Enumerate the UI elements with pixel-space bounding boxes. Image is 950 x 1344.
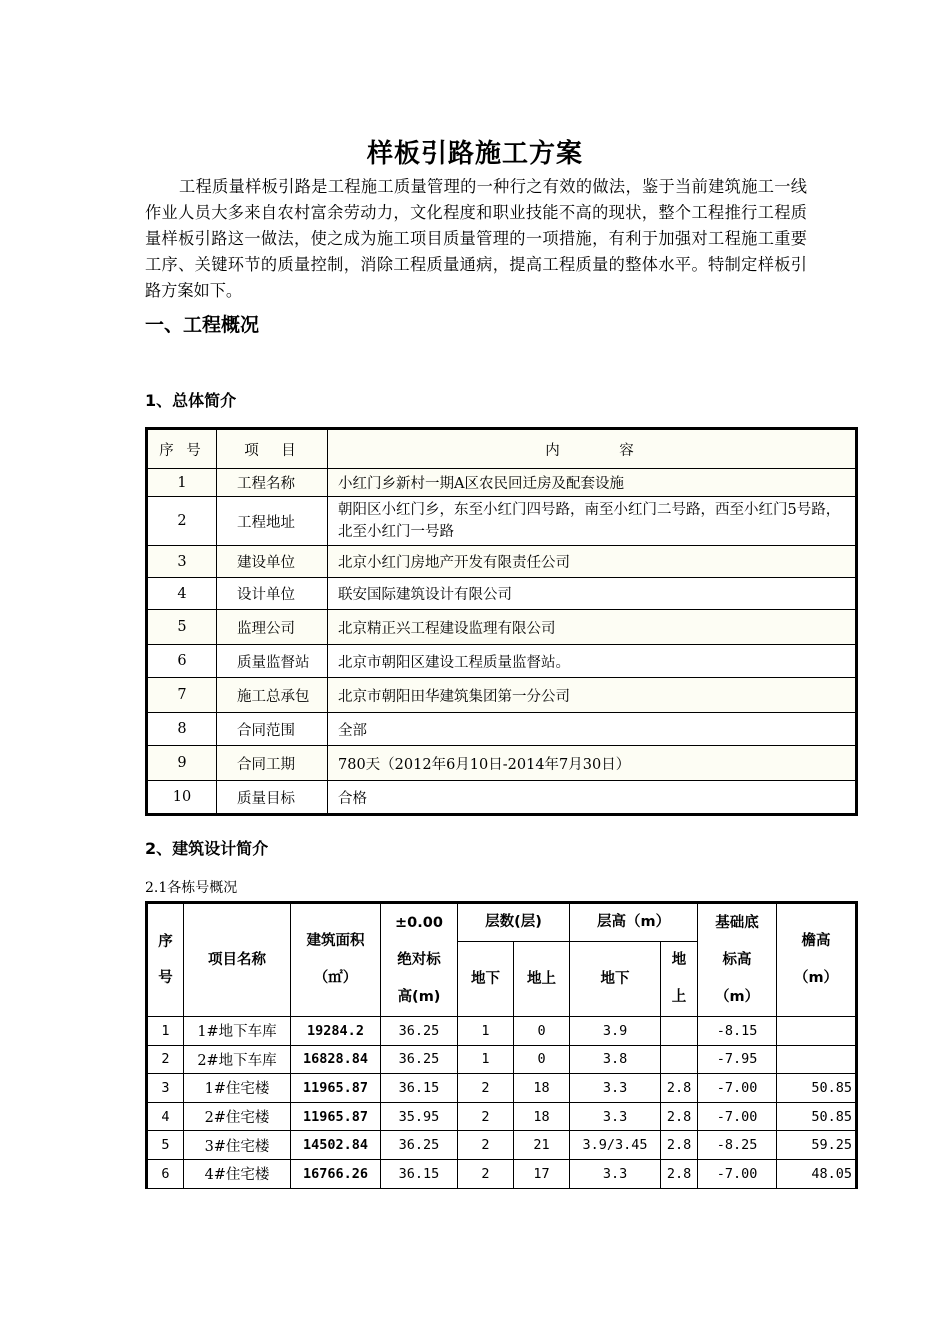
item-label: 工程名称 (217, 469, 328, 497)
cell-floors-below: 2 (458, 1159, 514, 1188)
table-row (147, 497, 857, 546)
item-value: 合格 (328, 781, 857, 815)
table-row (147, 781, 857, 815)
table-row (147, 645, 857, 678)
cell-height-below: 3.3 (570, 1074, 661, 1103)
col-base-header: 基础底 标高 （m） (698, 903, 777, 1017)
item-label: 建设单位 (217, 546, 328, 578)
col-floors-header: 层数(层) (458, 903, 570, 942)
item-value: 北京市朝阳田华建筑集团第一分公司 (328, 678, 857, 713)
table-row (147, 1159, 857, 1188)
col-floors-above-header: 地上 (514, 942, 570, 1017)
cell-name: 1#住宅楼 (184, 1074, 291, 1103)
cell-seq: 5 (147, 1131, 184, 1160)
overview-header-cell: 序 号 (147, 429, 217, 469)
cell-elev: 36.25 (381, 1045, 458, 1074)
cell-height-below: 3.8 (570, 1045, 661, 1074)
row-number: 8 (147, 713, 217, 746)
item-label: 工程地址 (217, 497, 328, 546)
document-title: 样板引路施工方案 (366, 139, 583, 169)
table-row (147, 578, 857, 610)
cell-seq: 4 (147, 1102, 184, 1131)
cell-base: -7.00 (698, 1074, 777, 1103)
cell-name: 3#住宅楼 (184, 1131, 291, 1160)
cell-name: 4#住宅楼 (184, 1159, 291, 1188)
cell-height-above (661, 1017, 698, 1046)
cell-floors-below: 2 (458, 1102, 514, 1131)
cell-eave: 59.25 (777, 1131, 857, 1160)
row-number: 2 (147, 497, 217, 546)
overview-header-cell: 项 目 (217, 429, 328, 469)
col-height-below-header: 地下 (570, 942, 661, 1017)
cell-floors-below: 2 (458, 1074, 514, 1103)
cell-base: -8.15 (698, 1017, 777, 1046)
cell-height-below: 3.9 (570, 1017, 661, 1046)
cell-area: 11965.87 (291, 1102, 381, 1131)
subheading-general: 1、总体简介 (145, 391, 237, 410)
table-row (147, 546, 857, 578)
cell-area: 16828.84 (291, 1045, 381, 1074)
cell-eave: 50.85 (777, 1102, 857, 1131)
cell-floors-below: 1 (458, 1045, 514, 1074)
cell-area: 19284.2 (291, 1017, 381, 1046)
item-value: 朝阳区小红门乡，东至小红门四号路，南至小红门二号路，西至小红门5号路，北至小红门一号路 (328, 497, 857, 546)
cell-floors-above: 18 (514, 1074, 570, 1103)
overview-header-row (147, 429, 857, 469)
row-number: 6 (147, 645, 217, 678)
row-number: 9 (147, 746, 217, 781)
item-value: 全部 (328, 713, 857, 746)
cell-elev: 36.25 (381, 1017, 458, 1046)
cell-height-below: 3.9/3.45 (570, 1131, 661, 1160)
item-label: 合同工期 (217, 746, 328, 781)
cell-eave (777, 1017, 857, 1046)
row-number: 4 (147, 578, 217, 610)
cell-seq: 2 (147, 1045, 184, 1074)
item-value: 北京精正兴工程建设监理有限公司 (328, 610, 857, 645)
table-row (147, 469, 857, 497)
item-value: 小红门乡新村一期A区农民回迁房及配套设施 (328, 469, 857, 497)
table-row (147, 1074, 857, 1103)
col-height-above-header: 地 上 (661, 942, 698, 1017)
buildings-table (145, 901, 858, 1189)
cell-base: -7.95 (698, 1045, 777, 1074)
row-number: 10 (147, 781, 217, 815)
cell-name: 2#住宅楼 (184, 1102, 291, 1131)
col-name-header: 项目名称 (184, 903, 291, 1017)
col-height-header: 层高（m） (570, 903, 698, 942)
cell-elev: 35.95 (381, 1102, 458, 1131)
table-row (147, 713, 857, 746)
item-value: 780天（2012年6月10日-2014年7月30日） (328, 746, 857, 781)
cell-base: -7.00 (698, 1159, 777, 1188)
section-heading-overview: 一、工程概况 (145, 314, 260, 336)
cell-eave: 48.05 (777, 1159, 857, 1188)
col-area-header: 建筑面积 （㎡） (291, 903, 381, 1017)
cell-floors-above: 17 (514, 1159, 570, 1188)
cell-elev: 36.15 (381, 1074, 458, 1103)
cell-height-below: 3.3 (570, 1159, 661, 1188)
item-label: 设计单位 (217, 578, 328, 610)
item-value: 北京小红门房地产开发有限责任公司 (328, 546, 857, 578)
cell-name: 2#地下车库 (184, 1045, 291, 1074)
cell-floors-above: 0 (514, 1045, 570, 1074)
intro-paragraph: 工程质量样板引路是工程施工质量管理的一种行之有效的做法，鉴于当前建筑施工一线作业人员大多来自农村富余劳动力，文化程度和职业技能不高的现状，整个工程推行工程质量样板引路这一做法，使之成为施工项目质量管理的一项措施，有利于加强对工程施工重要工序、关键环节的质量控制，消除工程质量通病，提高工程质量的整体水平。特制定样板引路方案如下。 (145, 177, 807, 300)
cell-area: 16766.26 (291, 1159, 381, 1188)
cell-elev: 36.15 (381, 1159, 458, 1188)
item-value: 北京市朝阳区建设工程质量监督站。 (328, 645, 857, 678)
item-value: 联安国际建筑设计有限公司 (328, 578, 857, 610)
cell-eave: 50.85 (777, 1074, 857, 1103)
row-number: 5 (147, 610, 217, 645)
row-number: 7 (147, 678, 217, 713)
cell-floors-below: 1 (458, 1017, 514, 1046)
table-row (147, 746, 857, 781)
cell-height-above: 2.8 (661, 1159, 698, 1188)
col-elev-header: ±0.00 绝对标 高(m) (381, 903, 458, 1017)
table-caption: 2.1各栋号概况 (145, 880, 238, 896)
cell-name: 1#地下车库 (184, 1017, 291, 1046)
cell-floors-above: 0 (514, 1017, 570, 1046)
cell-elev: 36.25 (381, 1131, 458, 1160)
overview-table (145, 427, 858, 816)
cell-height-above (661, 1045, 698, 1074)
table-row (147, 678, 857, 713)
item-label: 质量监督站 (217, 645, 328, 678)
row-number: 3 (147, 546, 217, 578)
cell-floors-below: 2 (458, 1131, 514, 1160)
cell-area: 14502.84 (291, 1131, 381, 1160)
cell-eave (777, 1045, 857, 1074)
table-row (147, 610, 857, 645)
item-label: 施工总承包 (217, 678, 328, 713)
cell-seq: 6 (147, 1159, 184, 1188)
cell-floors-above: 18 (514, 1102, 570, 1131)
col-seq-header: 序 号 (147, 903, 184, 1017)
cell-base: -7.00 (698, 1102, 777, 1131)
cell-seq: 3 (147, 1074, 184, 1103)
cell-height-above: 2.8 (661, 1074, 698, 1103)
table-row (147, 1102, 857, 1131)
table-row (147, 1017, 857, 1046)
row-number: 1 (147, 469, 217, 497)
col-eave-header: 檐高 （m） (777, 903, 857, 1017)
table-row (147, 1131, 857, 1160)
subheading-architecture: 2、建筑设计简介 (145, 839, 269, 858)
overview-header-cell: 内 容 (328, 429, 857, 469)
item-label: 监理公司 (217, 610, 328, 645)
cell-height-above: 2.8 (661, 1131, 698, 1160)
cell-height-above: 2.8 (661, 1102, 698, 1131)
cell-seq: 1 (147, 1017, 184, 1046)
cell-area: 11965.87 (291, 1074, 381, 1103)
item-label: 质量目标 (217, 781, 328, 815)
col-floors-below-header: 地下 (458, 942, 514, 1017)
table-row (147, 1045, 857, 1074)
cell-floors-above: 21 (514, 1131, 570, 1160)
cell-height-below: 3.3 (570, 1102, 661, 1131)
item-label: 合同范围 (217, 713, 328, 746)
cell-base: -8.25 (698, 1131, 777, 1160)
